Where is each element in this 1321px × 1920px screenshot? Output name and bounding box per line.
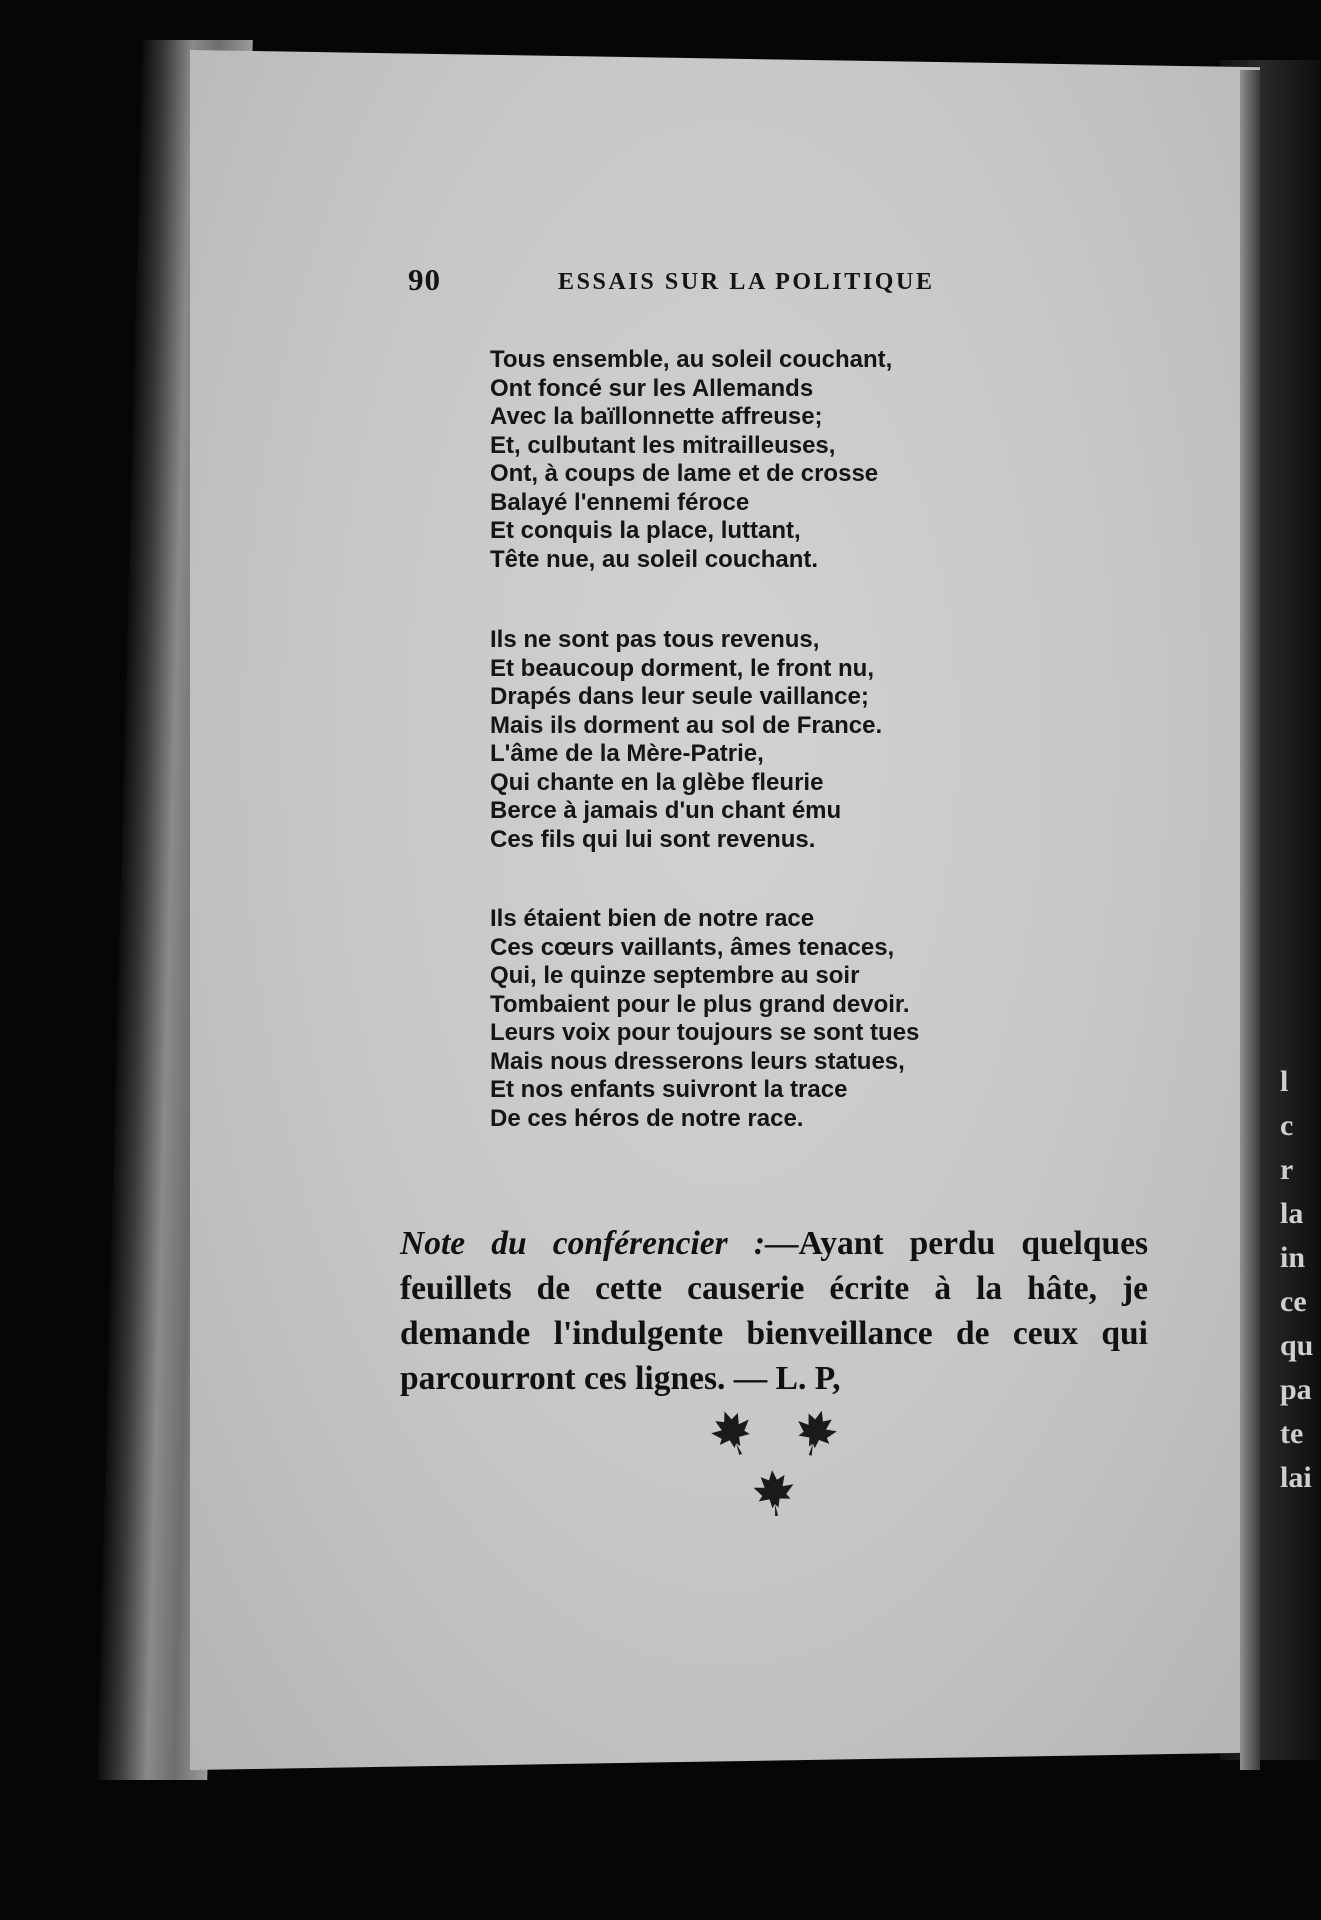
fragment: r (1280, 1153, 1294, 1186)
fragment: la (1280, 1197, 1304, 1230)
fragment: qu (1280, 1329, 1314, 1362)
poem-line: L'âme de la Mère-Patrie, (490, 740, 764, 767)
note-text: —Ayant perdu quelques feuillets de cette causerie écrite à la hâte, je demande l'indulgente bienveillance de ceux qui parcourront ces lignes. — L. P, (400, 1224, 1148, 1397)
poem-line: Et conquis la place, luttant, (490, 517, 801, 544)
maple-leaf-icon (706, 1404, 759, 1461)
poem-stanza-3 (490, 905, 919, 1133)
poem-line: Berce à jamais d'un chant ému (490, 797, 842, 824)
running-head (408, 262, 1028, 302)
fragment: in (1280, 1241, 1306, 1274)
note-label: Note du conférencier : (400, 1224, 765, 1262)
maple-leaf-icon (752, 1468, 796, 1517)
poem-line: Tête nue, au soleil couchant. (490, 545, 819, 573)
fragment: lai (1280, 1461, 1312, 1494)
poem-line: Leurs voix pour toujours se sont tues (490, 1019, 920, 1046)
fragment: ce (1280, 1285, 1307, 1318)
lecturer-note (400, 1221, 1148, 1401)
poem-line: Mais ils dorment au sol de France. (490, 711, 883, 739)
running-title: ESSAIS SUR LA POLITIQUE (558, 269, 935, 295)
poem-line: Drapés dans leur seule vaillance; (490, 683, 869, 710)
poem-line: De ces héros de notre race. (490, 1104, 804, 1132)
poem-line: Ils ne sont pas tous revenus, (490, 626, 820, 653)
poem-stanza-2 (490, 626, 882, 854)
fragment: te (1280, 1417, 1304, 1450)
poem-line: Tombaient pour le plus grand devoir. (490, 990, 910, 1018)
poem-line: Balayé l'ennemi féroce (490, 488, 750, 516)
poem-line: Ces fils qui lui sont revenus. (490, 825, 816, 853)
poem-line: Et, culbutant les mitrailleuses, (490, 431, 836, 459)
poem-line: Qui, le quinze septembre au soir (490, 962, 860, 989)
poem-line: Tous ensemble, au soleil couchant, (490, 346, 893, 373)
poem-line: Et nos enfants suivront la trace (490, 1076, 848, 1103)
fragment: l (1280, 1065, 1289, 1098)
poem-line: Ces cœurs vaillants, âmes tenaces, (490, 933, 895, 961)
poem-line: Et beaucoup dorment, le front nu, (490, 654, 874, 682)
poem-line: Ils étaient bien de notre race (490, 905, 815, 932)
facing-page-text-fragments (1280, 1060, 1321, 1500)
page-number: 90 (408, 262, 441, 297)
fragment: c (1280, 1109, 1294, 1142)
poem-line: Qui chante en la glèbe fleurie (490, 768, 824, 796)
poem-line: Ont foncé sur les Allemands (490, 374, 814, 402)
maple-leaf-icon (790, 1406, 841, 1461)
page-gutter (1240, 70, 1260, 1770)
poem-stanza-1 (490, 346, 892, 574)
fragment: pa (1280, 1373, 1312, 1406)
ornament-maple-leaves (700, 1400, 880, 1540)
poem-line: Mais nous dresserons leurs statues, (490, 1047, 905, 1075)
poem-line: Ont, à coups de lame et de crosse (490, 460, 879, 487)
poem-line: Avec la baïllonnette affreuse; (490, 403, 823, 430)
